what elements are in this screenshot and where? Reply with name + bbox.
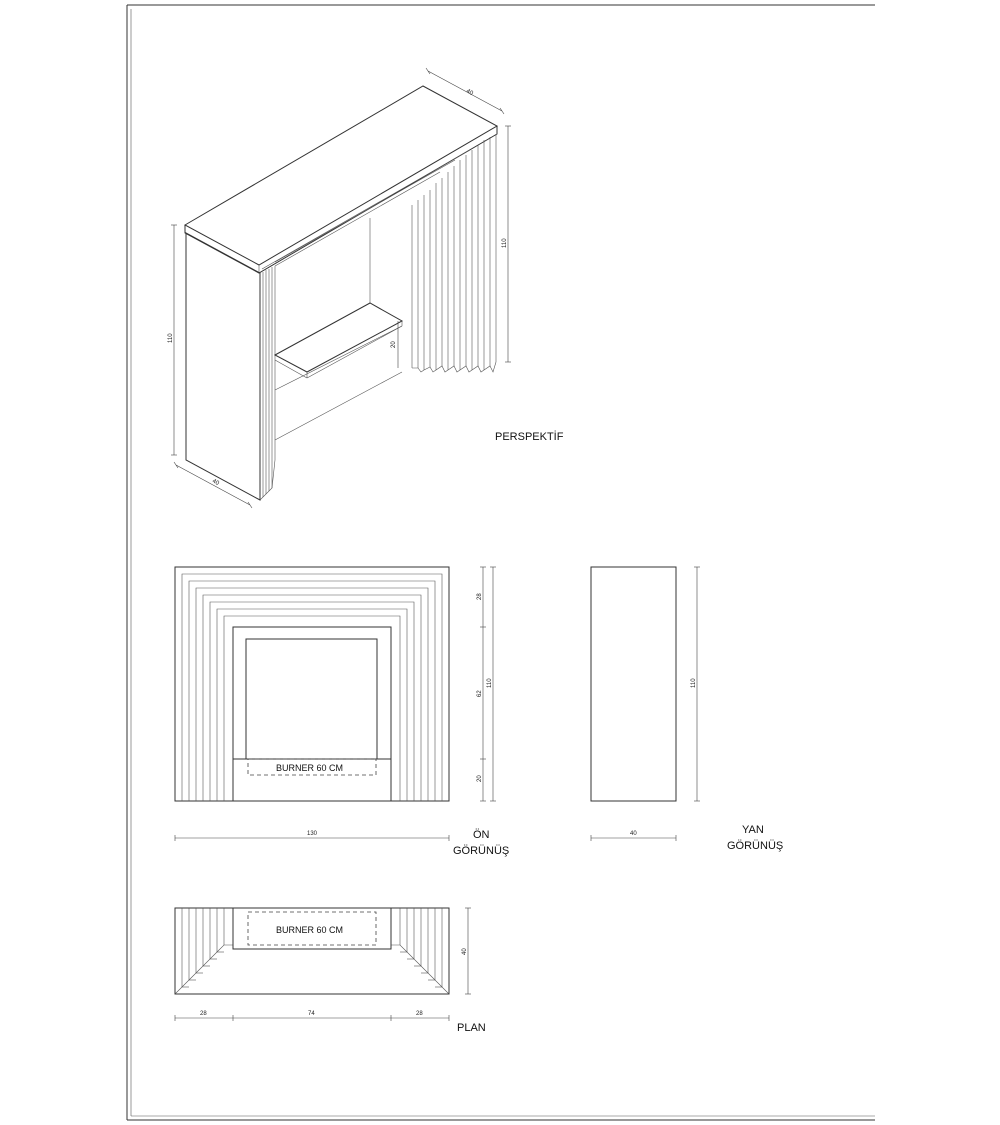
dim-perspective-height-right: 110 [502,238,508,248]
dim-perspective-depth-top: 40 [465,88,474,97]
side-view [591,567,783,852]
front-title-line2: GÖRÜNÜŞ [453,845,510,857]
dim-front-width: 130 [307,831,318,837]
dim-plan-depth: 40 [462,948,468,955]
front-burner-label: BURNER 60 CM [276,763,344,773]
sheet-frame [127,5,875,1120]
side-title-line2: GÖRÜNÜŞ [727,840,784,852]
dim-front-total: 110 [487,678,493,688]
dim-plan-center: 74 [308,1011,315,1017]
side-title-line1: YAN [742,824,764,836]
dim-plan-left: 28 [200,1011,207,1017]
perspective-title: PERSPEKTİF [495,431,564,443]
dim-side-height: 110 [691,678,697,688]
perspective-view [168,68,564,508]
plan-title: PLAN [457,1022,486,1034]
front-title-line1: ÖN [473,829,490,841]
right-fluting [412,134,496,372]
front-view [175,567,509,857]
dim-perspective-height-left: 110 [168,333,174,343]
dim-front-bottom: 20 [477,775,483,782]
plan-view [175,908,486,1034]
dim-plan-right: 28 [416,1011,423,1017]
plan-burner-label: BURNER 60 CM [276,925,344,935]
left-fluting [260,266,275,500]
dim-side-width: 40 [630,831,637,837]
dim-front-middle: 62 [477,690,483,697]
dim-perspective-depth-bottom: 40 [211,478,220,487]
dim-perspective-shelf: 20 [391,341,397,348]
dim-front-top: 28 [477,593,483,600]
